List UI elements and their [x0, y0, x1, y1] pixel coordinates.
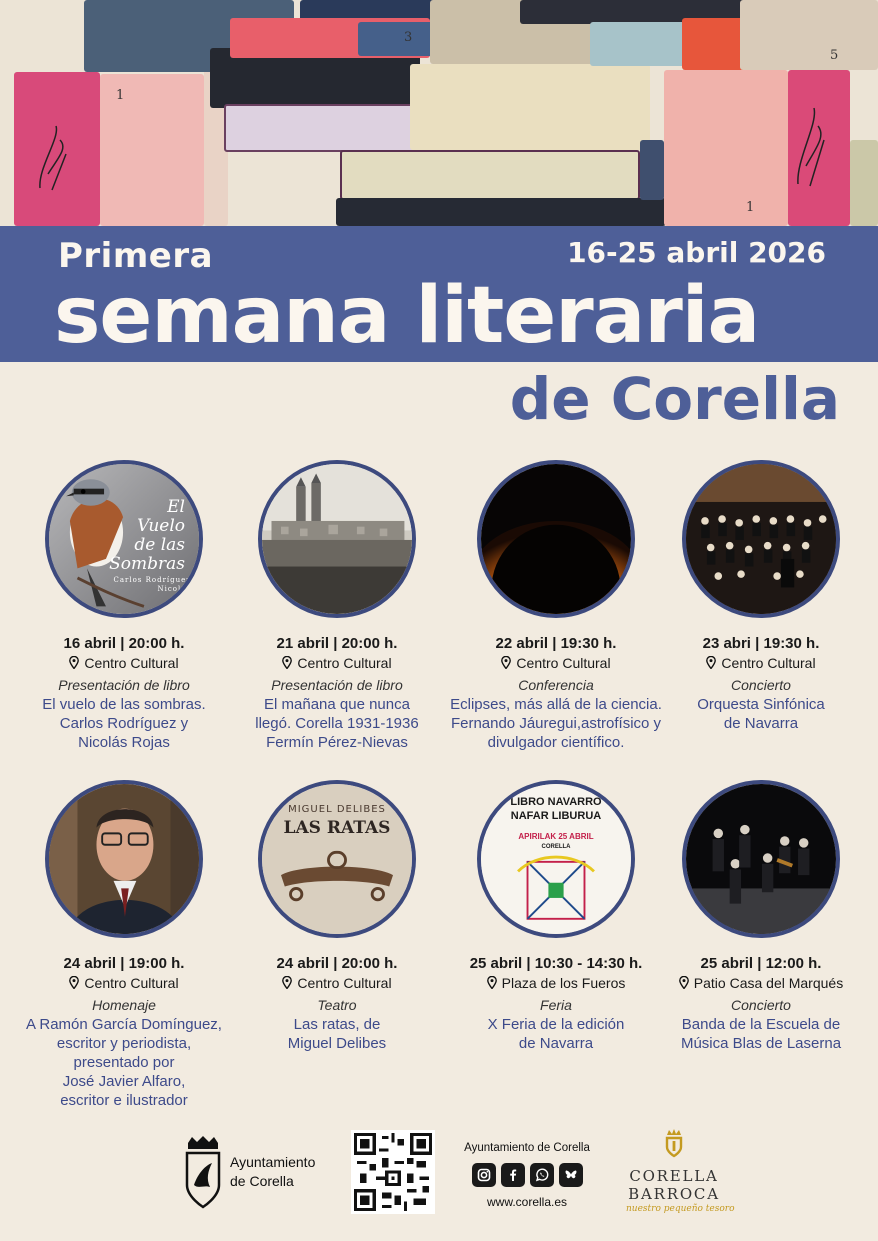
- event-type: Presentación de libro: [58, 677, 190, 693]
- location-pin-icon: [282, 976, 292, 989]
- event-image-poster: [258, 780, 416, 938]
- event-card: [228, 460, 446, 752]
- location-pin-icon: [501, 656, 511, 669]
- event-title: Banda de la Escuela de Música Blas de Laserna: [680, 1016, 842, 1052]
- event-venue: Centro Cultural: [652, 653, 870, 673]
- event-card: [228, 780, 446, 1053]
- event-datetime: 22 abril | 19:30 h.: [495, 635, 617, 652]
- event-image-fair-poster: [477, 780, 635, 938]
- event-card: [447, 460, 665, 752]
- event-type: Feria: [540, 997, 572, 1013]
- event-type: Concierto: [731, 997, 791, 1013]
- event-datetime: 23 abri | 19:30 h.: [702, 635, 820, 652]
- book: [850, 140, 878, 226]
- event-card: [652, 460, 870, 733]
- event-venue: Patio Casa del Marqués: [652, 973, 870, 993]
- book-spine-mark: 5: [830, 48, 839, 63]
- signature-scribble: [30, 118, 76, 196]
- book: [640, 140, 664, 200]
- event-datetime: 24 abril | 19:00 h.: [63, 955, 185, 972]
- book-spine-mark: 1: [746, 200, 755, 215]
- book: [358, 22, 438, 56]
- website-link[interactable]: www.corella.es: [486, 1195, 568, 1209]
- poster-author: MIGUEL DELIBES: [288, 804, 386, 815]
- social-account-name: Ayuntamiento de Corella: [464, 1142, 590, 1154]
- event-dates: 16-25 abril 2026: [567, 236, 826, 269]
- event-card: [15, 460, 233, 752]
- event-venue: Centro Cultural: [228, 653, 446, 673]
- event-type: Homenaje: [92, 997, 156, 1013]
- location-pin-icon: [679, 976, 689, 989]
- book-cover-authors: Carlos Rodríguez Nicolás: [113, 576, 191, 593]
- coat-of-arms-icon: [184, 1135, 222, 1209]
- event-title: El mañana que nunca llegó. Corella 1931-1936 Fermín Pérez-Nievas: [255, 696, 419, 751]
- event-image-orchestra: [682, 460, 840, 618]
- event-card: [15, 780, 233, 1110]
- event-card: [447, 780, 665, 1053]
- event-datetime: 24 abril | 20:00 h.: [276, 955, 398, 972]
- event-venue: Centro Cultural: [15, 653, 233, 673]
- fair-poster-date: APIRILAK 25 ABRIL: [518, 832, 594, 841]
- whatsapp-icon[interactable]: [530, 1163, 554, 1187]
- event-venue: Plaza de los Fueros: [447, 973, 665, 993]
- ayuntamiento-name: Ayuntamiento de Corella: [230, 1154, 316, 1189]
- event-type: Concierto: [731, 677, 791, 693]
- poster-title: LAS RATAS: [283, 818, 391, 838]
- event-image-portrait: [45, 780, 203, 938]
- book: [336, 198, 666, 226]
- crown-key-icon: [663, 1129, 685, 1159]
- event-card: [652, 780, 870, 1053]
- event-type: Conferencia: [518, 677, 594, 693]
- book: [340, 150, 640, 200]
- location-pin-icon: [282, 656, 292, 669]
- brand-tagline: nuestro pequeño tesoro: [626, 1204, 735, 1214]
- page-title: semana literaria: [54, 271, 760, 361]
- corella-barroca-logo: [626, 1129, 735, 1214]
- book: [410, 64, 650, 150]
- location-pin-icon: [487, 976, 497, 989]
- book: [740, 0, 878, 70]
- book-spine-mark: 1: [116, 88, 125, 103]
- event-type: Teatro: [317, 997, 357, 1013]
- event-type: Presentación de libro: [271, 677, 403, 693]
- event-venue: Centro Cultural: [447, 653, 665, 673]
- location-pin-icon: [706, 656, 716, 669]
- title-banner: [0, 226, 878, 362]
- event-title: X Feria de la edición de Navarra: [487, 1016, 625, 1052]
- event-image-book-cover: [45, 460, 203, 618]
- book-spine-mark: 3: [404, 30, 413, 45]
- event-datetime: 16 abril | 20:00 h.: [63, 635, 185, 652]
- fair-poster-place: CORELLA: [541, 844, 571, 850]
- event-datetime: 25 abril | 10:30 - 14:30 h.: [469, 955, 643, 972]
- page-subtitle: de Corella: [509, 365, 840, 433]
- book-cover-title: El Vuelo de las Sombras: [109, 497, 185, 574]
- event-title: A Ramón García Domínguez, escritor y periodista, presentado por José Javier Alfaro, escritor e ilustrador: [26, 1016, 222, 1109]
- location-pin-icon: [69, 976, 79, 989]
- event-image-town-photo: [258, 460, 416, 618]
- event-image-band: [682, 780, 840, 938]
- event-datetime: 25 abril | 12:00 h.: [700, 955, 822, 972]
- brand-line2: BARROCA: [628, 1185, 720, 1203]
- location-pin-icon: [69, 656, 79, 669]
- instagram-icon[interactable]: [472, 1163, 496, 1187]
- ayuntamiento-logo: [184, 1135, 315, 1209]
- fair-poster-line1: LIBRO NAVARRO: [510, 796, 602, 808]
- event-venue: Centro Cultural: [15, 973, 233, 993]
- event-image-eclipse: [477, 460, 635, 618]
- event-title: Eclipses, más allá de la ciencia. Fernando Jáuregui,astrofísico y divulgador científico.: [450, 696, 662, 751]
- event-datetime: 21 abril | 20:00 h.: [276, 635, 398, 652]
- facebook-icon[interactable]: [501, 1163, 525, 1187]
- event-title: Las ratas, de Miguel Delibes: [287, 1016, 387, 1052]
- books-illustration: [0, 0, 878, 226]
- book: [664, 70, 788, 226]
- fair-poster-line2: NAFAR LIBURUA: [510, 810, 602, 822]
- footer: [0, 1125, 878, 1225]
- qr-code[interactable]: [351, 1130, 435, 1214]
- brand-line1: CORELLA: [629, 1167, 719, 1185]
- event-venue: Centro Cultural: [228, 973, 446, 993]
- event-title: El vuelo de las sombras. Carlos Rodríguez y Nicolás Rojas: [42, 696, 206, 751]
- bluesky-icon[interactable]: [559, 1163, 583, 1187]
- signature-scribble: [790, 100, 832, 190]
- social-icons: [462, 1163, 592, 1187]
- event-title: Orquesta Sinfónica de Navarra: [697, 696, 825, 732]
- banner-kicker: Primera: [58, 236, 214, 276]
- social-block: [462, 1142, 592, 1209]
